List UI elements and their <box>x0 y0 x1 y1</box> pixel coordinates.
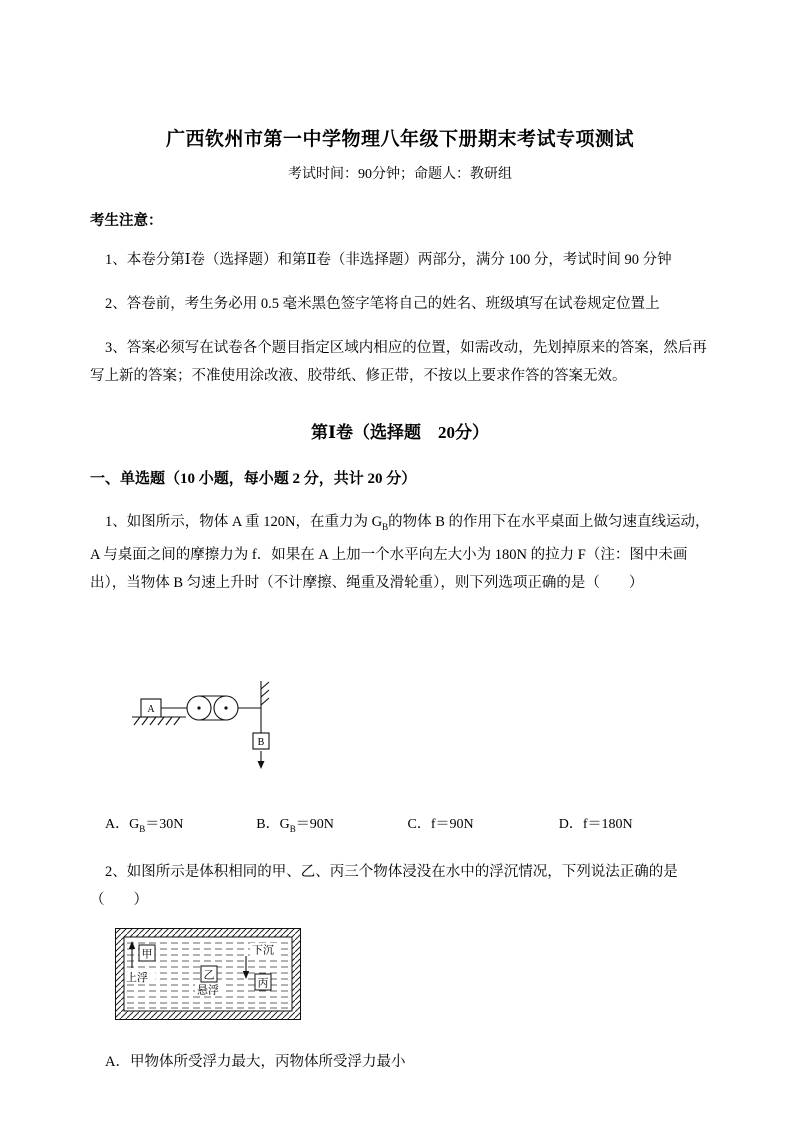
buoyancy-tank-figure <box>115 928 301 1020</box>
object-yi-label: 乙 <box>203 969 215 982</box>
label-xuanfu: 悬浮 <box>197 984 219 997</box>
notice-heading: 考生注意： <box>90 213 163 229</box>
exam-meta: 考试时间：90分钟；命题人：教研组 <box>288 167 512 182</box>
q1-option-a: A．$G_B=30N$ <box>105 816 184 834</box>
pulley-system-figure <box>128 667 298 779</box>
question-2 <box>90 858 710 1071</box>
down-arrow-icon <box>258 761 265 769</box>
question-2-text: 2、如图所示是体积相同的甲、乙、丙三个物体浸没在水中的浮沉情况，下列说法正确的是（ ） <box>90 863 678 908</box>
object-bing-label: 丙 <box>257 977 269 990</box>
q2-option-a: A．甲物体所受浮力最大，丙物体所受浮力最小 <box>105 1053 406 1070</box>
question-1-text-post: 的物体 B 的作用下在水平桌面上做匀速直线运动，A 与桌面之间的摩擦力为 f．如果在 A 上加一个水平向左大小为 180N 的拉力 F（注：图中未画出），当物体 B 匀速上升时（不计摩擦、绳重及滑轮重），则下列选项正确的是（ ） <box>90 514 710 591</box>
q2-figure <box>115 928 710 1020</box>
label-shangfu: 上浮 <box>126 971 148 984</box>
question-1-text <box>90 508 710 597</box>
page-title: 广西钦州市第一中学物理八年级下册期末考试专项测试 <box>165 129 634 150</box>
subsection-title: 一、单选题（10 小题，每小题 2 分，共计 20 分） <box>90 471 417 487</box>
q1-figure <box>128 667 710 779</box>
notice-item-1: 1、本卷分第Ⅰ卷（选择题）和第Ⅱ卷（非选择题）两部分，满分 100 分，考试时间 90 分钟 <box>105 252 672 268</box>
label-xiachen: 下沉 <box>252 944 274 957</box>
q1-option-c: C．f＝90N <box>407 816 474 832</box>
notice-item-2: 2、答卷前，考生务必用 0.5 毫米黑色签字笔将自己的姓名、班级填写在试卷规定位置上 <box>105 296 660 312</box>
question-1 <box>90 508 710 834</box>
q1-option-d: D．f＝180N <box>558 816 633 832</box>
question-1-text-pre: 1、如图所示，物体 A 重 120N，在重力为 G <box>105 514 383 530</box>
object-jia-label: 甲 <box>141 948 153 961</box>
q1-options <box>90 813 710 834</box>
notice-item-3: 3、答案必须写在试卷各个题目指定区域内相应的位置，如需改动，先划掉原来的答案，然后再写上新的答案；不准使用涂改液、胶带纸、修正带，不按以上要求作答的答案无效。 <box>90 340 707 384</box>
section-title: 第Ⅰ卷（选择题 20分） <box>311 423 489 442</box>
q1-option-b: B．$G_B=90N$ <box>256 816 334 834</box>
question-1-text-sub: B <box>382 521 389 532</box>
block-b-label: B <box>257 736 265 748</box>
block-a-label: A <box>147 703 155 715</box>
